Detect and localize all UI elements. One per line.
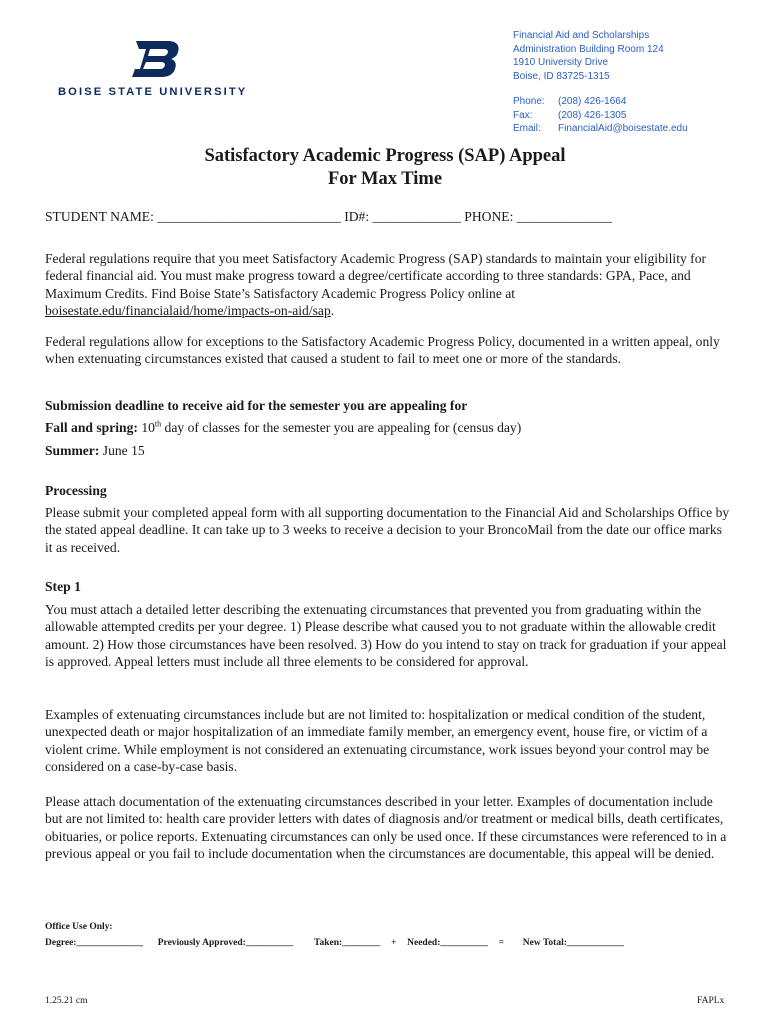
exceptions-paragraph: Federal regulations allow for exceptions to the Satisfactory Academic Progress Policy, documented in a written appeal, only when extenuating circumstances existed that caused a student to fail to meet one or more of the standards. [45, 334, 720, 367]
office-use-title: Office Use Only: [45, 922, 113, 932]
plus-sign: + [390, 938, 397, 948]
phone-label: Phone: [513, 96, 545, 107]
fall-suffix: th [154, 419, 162, 429]
summer-label: Summer: [45, 443, 100, 458]
footer-code: FAPLx [697, 996, 725, 1006]
new-total-field[interactable]: New Total:____________ [522, 938, 624, 948]
processing-paragraph: Please submit your completed appeal form with all supporting documentation to the Financial Aid and Scholarships Office by the stated appeal deadline. It can take up to 3 weeks to receive a decision to your BroncoMail from the date our office marks it as received. [45, 505, 730, 555]
email-row [513, 122, 688, 136]
phone-row [513, 95, 688, 109]
email-value[interactable]: FinancialAid@boisestate.edu [558, 123, 688, 134]
fax-label: Fax: [513, 109, 533, 121]
office-name: Financial Aid and Scholarships [513, 30, 650, 41]
deadline-heading: Submission deadline to receive aid for the semester you are appealing for [45, 398, 468, 413]
fall-number: 10 [137, 420, 155, 435]
fall-spring-deadline [45, 419, 730, 436]
address-line-1: Administration Building Room 124 [513, 43, 664, 55]
office-use-fields [45, 938, 624, 948]
summer-text: June 15 [99, 443, 145, 458]
fall-label: Fall and spring: [45, 420, 138, 435]
previously-approved-field[interactable]: Previously Approved:__________ [157, 938, 294, 948]
address-line-2: 1910 University Drive [513, 57, 609, 68]
student-info-line: STUDENT NAME: ___________________________ ID#: _____________ PHONE: ______________ [45, 209, 612, 224]
address-line-3: Boise, ID 83725-1315 [513, 70, 610, 82]
contact-block [513, 29, 688, 136]
sap-policy-link[interactable]: boisestate.edu/financialaid/home/impacts-on-aid/sap [45, 302, 331, 318]
examples-paragraph: Examples of extenuating circumstances include but are not limited to: hospitalization or medical condition of the student, unexpected death or major hospitalization of an immediate family member, an emergency event, house fire, or victim of a violent crime. While employment is not considered an extenuating circumstance, work issues beyond your control may be considered on a case-by-case basis. [45, 707, 710, 774]
processing-heading: Processing [45, 483, 107, 498]
fax-value: (208) 426-1305 [558, 109, 627, 121]
footer-date: 1.25.21 cm [45, 996, 88, 1006]
step1-heading: Step 1 [45, 579, 81, 594]
intro-text: Federal regulations require that you meet Satisfactory Academic Progress (SAP) standards to maintain your eligibility for federal financial aid. You must make progress toward a degree/certificate according to three standards: GPA, Pace, and Maximum Credits. Find Boise State’s Satisfactory Academic Progress Policy online at [45, 251, 707, 301]
fax-row [513, 109, 688, 123]
boise-state-b-logo-icon [128, 39, 182, 79]
intro-paragraph [45, 250, 730, 319]
phone-value: (208) 426-1664 [558, 96, 627, 107]
documentation-paragraph: Please attach documentation of the extenuating circumstances described in your letter. Examples of documentation include but are not limited to: health care provider letters with dates of diagnosis and/or treatment or medical bills, death certificates, obituaries, or police reports. Extenuating circumstances can only be used once. If these circumstances were referenced to in a previous appeal or you fail to include documentation when the circumstances are documentable, this appeal will be denied. [45, 794, 727, 861]
needed-field[interactable]: Needed:__________ [407, 938, 488, 948]
university-name: BOISE STATE UNIVERSITY [58, 86, 248, 98]
page-subtitle: For Max Time [327, 169, 443, 189]
email-label: Email: [513, 123, 541, 134]
taken-field[interactable]: Taken:________ [314, 938, 381, 948]
equals-sign: = [498, 938, 505, 948]
intro-end: . [330, 302, 335, 318]
summer-deadline [45, 442, 730, 459]
fall-text: day of classes for the semester you are appealing for (census day) [161, 420, 522, 435]
page-title: Satisfactory Academic Progress (SAP) Appeal [204, 146, 566, 166]
step1-paragraph: You must attach a detailed letter describing the extenuating circumstances that prevented you from graduating within the allowable attempted credits per your degree. 1) Please describe what caused you to not graduate within the allowable credit amount. 2) How those circumstances have been resolved. 3) How do you intend to stay on track for graduation if your appeal is approved. Appeal letters must include all three elements to be considered for approval. [45, 602, 727, 669]
degree-field[interactable]: Degree:______________ [45, 938, 143, 948]
